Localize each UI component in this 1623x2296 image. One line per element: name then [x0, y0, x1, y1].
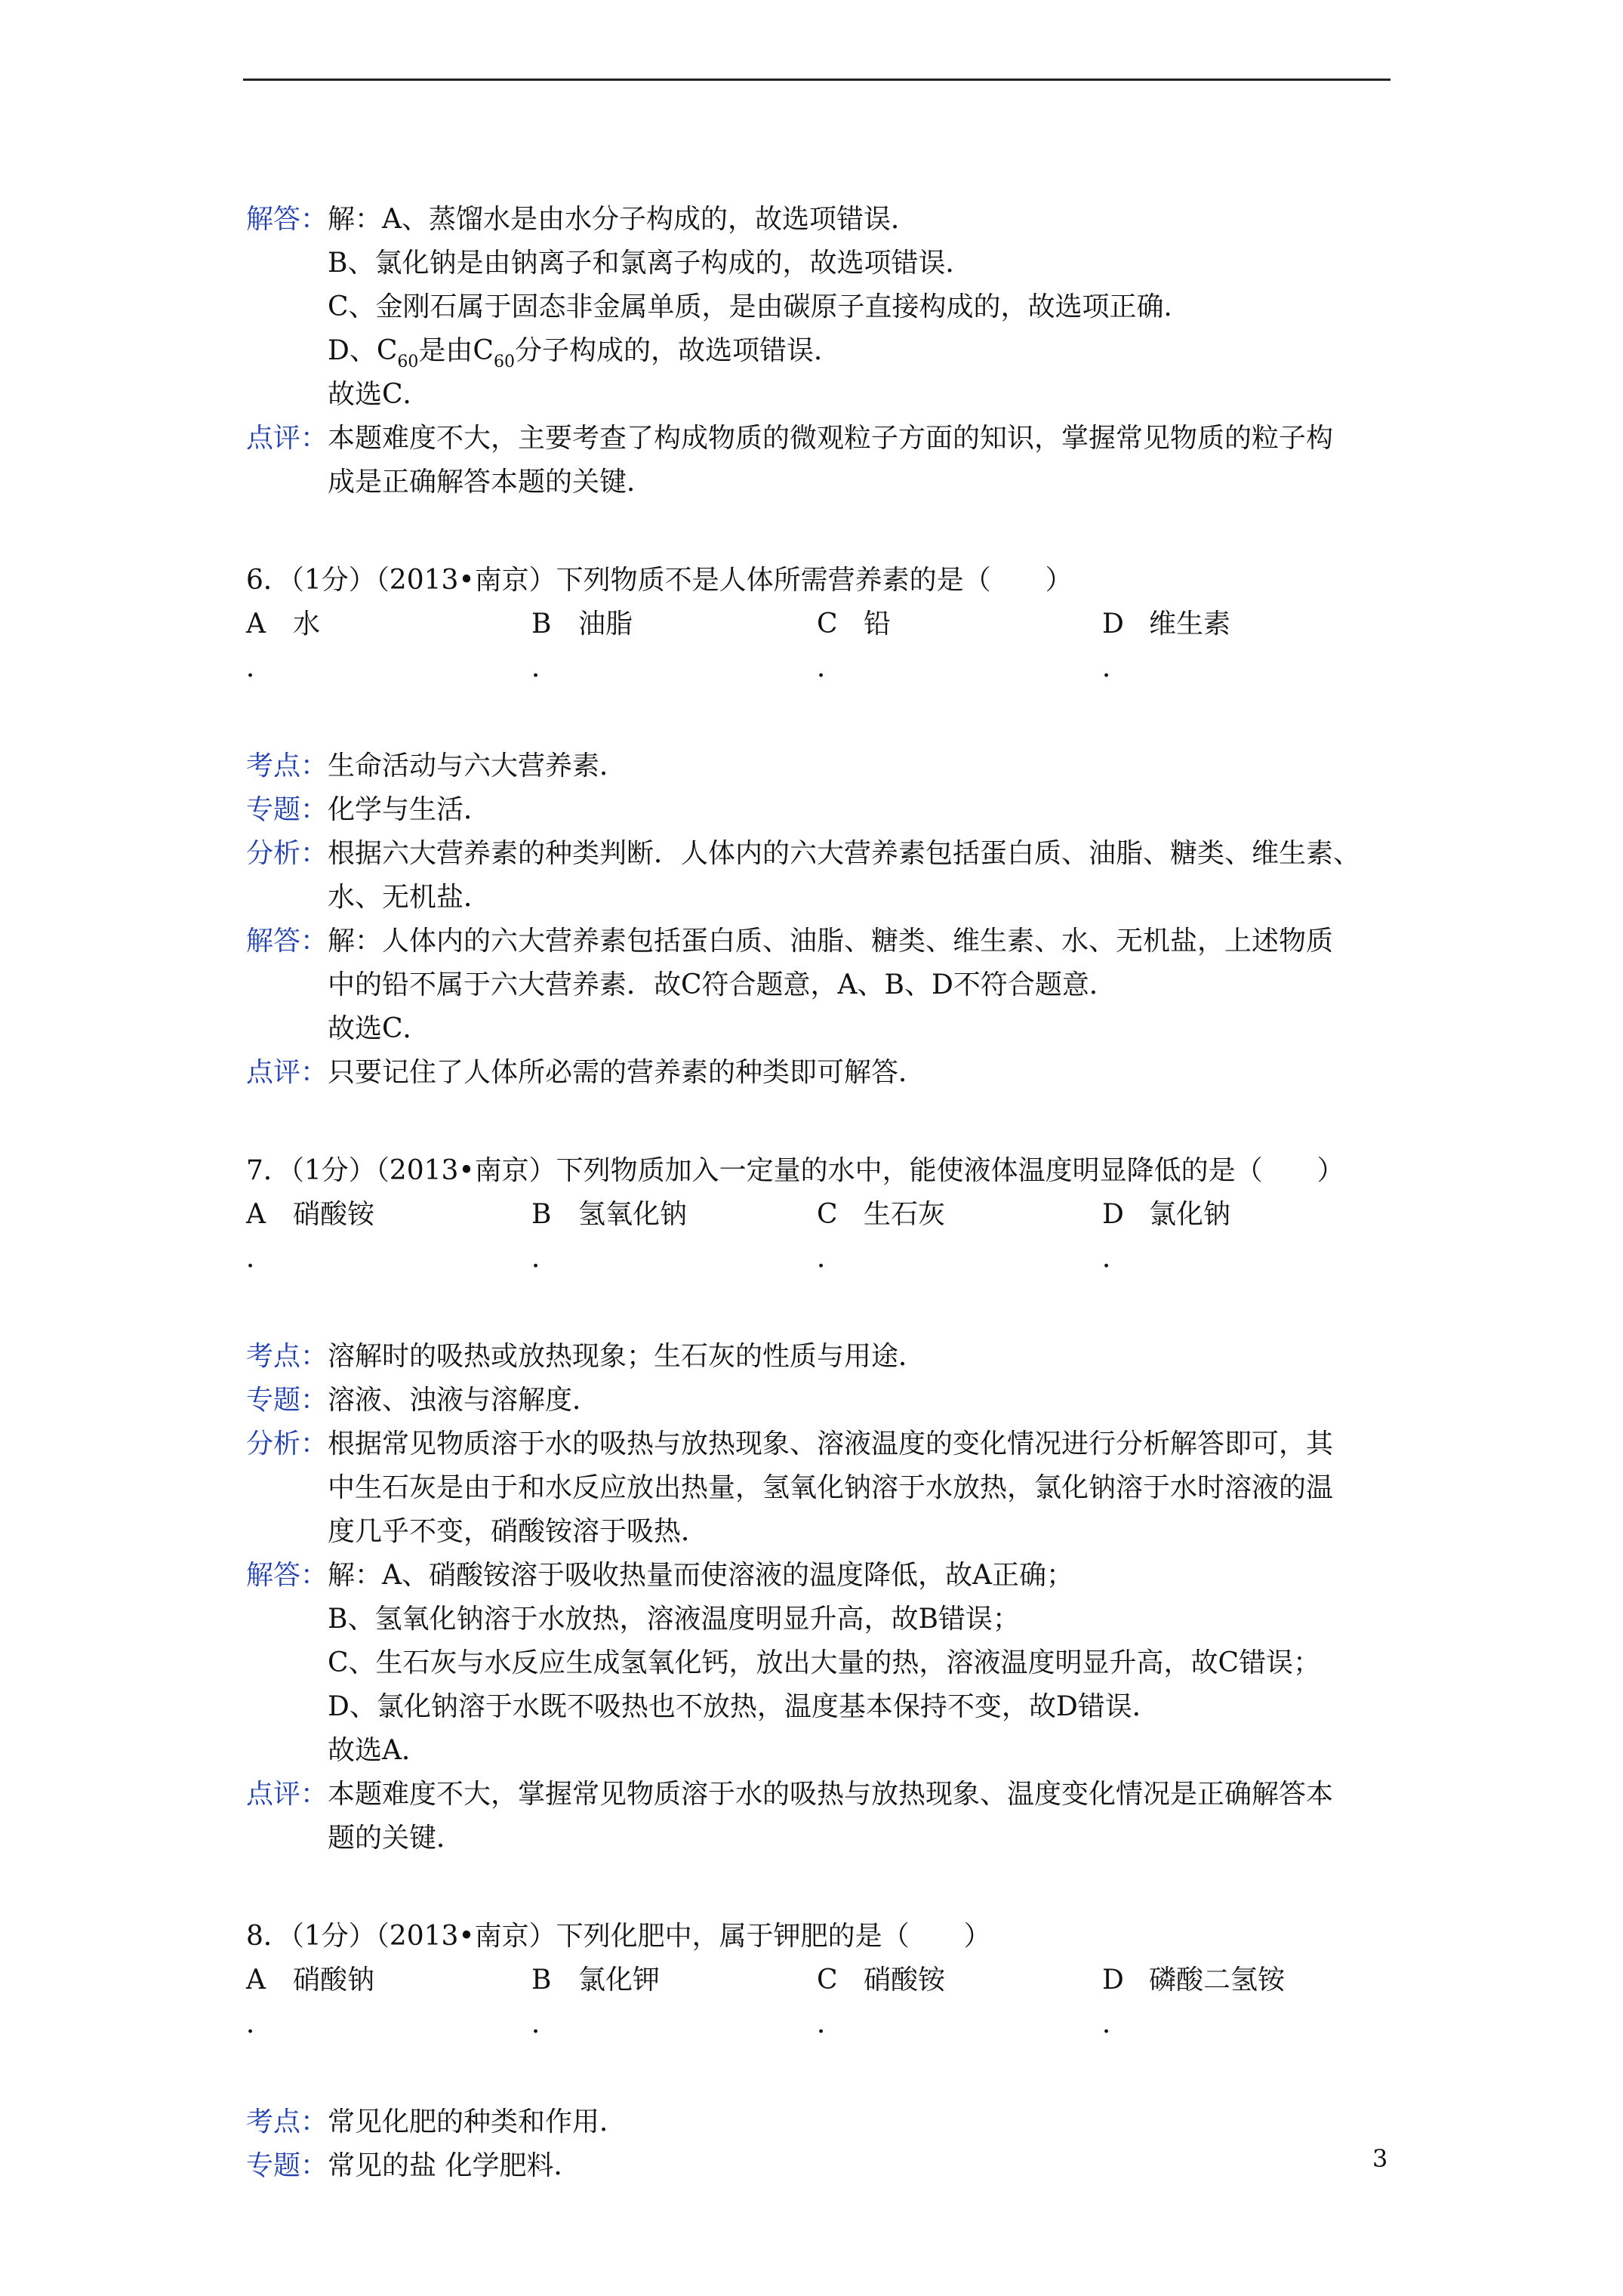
q7-analysis-line-3: 度几乎不变，硝酸铵溶于吸热．	[328, 1516, 709, 1547]
q5-answer-line-2: B、氯化钠是由钠离子和氯离子构成的，故选项错误．	[328, 248, 973, 279]
q7-answer-conclusion: 故选A．	[328, 1735, 429, 1766]
page-content	[246, 198, 1394, 2188]
q5-answer-line-4: D、$C_{60}$是由$C_{60}$分子构成的，故选项错误．	[328, 335, 841, 371]
q6-analysis-line-2: 水、无机盐．	[328, 882, 491, 913]
q7-option-d: D 氯化钠	[1102, 1199, 1231, 1230]
q6-answer-conclusion: 故选C．	[328, 1013, 430, 1044]
q5-answer-conclusion: 故选C．	[328, 379, 430, 410]
q7-options	[246, 1193, 1394, 1237]
q5-comment-line-2: 成是正确解答本题的关键．	[328, 467, 654, 498]
q5-answer-line-1: 解答：解：A、蒸馏水是由水分子构成的，故选项错误．	[246, 204, 919, 235]
comment-label: 点评：	[246, 423, 328, 454]
q6-stem: 6．（1分）（2013•南京）下列物质不是人体所需营养素的是（ ）	[246, 565, 1073, 596]
q7-comment-line-1: 点评：本题难度不大，掌握常见物质溶于水的吸热与放热现象、温度变化情况是正确解答本	[246, 1779, 1334, 1810]
q8-option-d: D 磷酸二氢铵	[1102, 1965, 1286, 1996]
q7-answer-line-2: B、氢氧化钠溶于水放热，溶液温度明显升高，故B错误；	[328, 1604, 1020, 1635]
q7-comment-line-2: 题的关键．	[328, 1823, 464, 1854]
q8-option-a: A 硝酸钠	[246, 1965, 375, 1996]
q7-analysis-line-2: 中生石灰是由于和水反应放出热量，氢氧化钠溶于水放热，氯化钠溶于水时溶液的温	[328, 1472, 1334, 1503]
q7-option-a: A 硝酸铵	[246, 1199, 375, 1230]
q6-option-c: C 铅	[817, 609, 892, 639]
q6-options	[246, 603, 1394, 646]
q8-option-b: B 氯化钾	[531, 1965, 661, 1996]
q6-option-b: B 油脂	[531, 609, 633, 639]
q6-comment: 点评：只要记住了人体所必需的营养素的种类即可解答．	[246, 1057, 926, 1088]
q7-option-c: C 生石灰	[817, 1199, 946, 1230]
page-number: 3	[1372, 2144, 1388, 2173]
q7-option-b: B 氢氧化钠	[531, 1199, 688, 1230]
q7-zhuanti: 专题：溶液、浊液与溶解度．	[246, 1385, 600, 1416]
q5-answer-line-3: C、金刚石属于固态非金属单质，是由碳原子直接构成的，故选项正确．	[328, 291, 1191, 322]
q8-option-dots: ． ． ． ．	[246, 2008, 1130, 2039]
q6-zhuanti: 专题：化学与生活．	[246, 794, 491, 825]
q6-option-dots: ． ． ． ．	[246, 652, 1130, 683]
q7-option-dots: ． ． ． ．	[246, 1243, 1130, 1274]
q8-stem: 8．（1分）（2013•南京）下列化肥中，属于钾肥的是（ ）	[246, 1921, 991, 1952]
q7-answer-line-1: 解答：解：A、硝酸铵溶于吸收热量而使溶液的温度降低，故A正确；	[246, 1560, 1074, 1591]
q7-kaodian: 考点：溶解时的吸热或放热现象；生石灰的性质与用途．	[246, 1341, 926, 1372]
q6-option-d: D 维生素	[1102, 609, 1231, 639]
q6-answer-line-1: 解答：解：人体内的六大营养素包括蛋白质、油脂、糖类、维生素、水、无机盐，上述物质	[246, 926, 1334, 957]
header-rule	[243, 79, 1390, 81]
q7-analysis-line-1: 分析：根据常见物质溶于水的吸热与放热现象、溶液温度的变化情况进行分析解答即可，其	[246, 1428, 1334, 1459]
q8-option-c: C 硝酸铵	[817, 1965, 946, 1996]
q7-answer-line-3: C、生石灰与水反应生成氢氧化钙，放出大量的热，溶液温度明显升高，故C错误；	[328, 1647, 1321, 1678]
q8-options	[246, 1959, 1394, 2002]
q7-stem: 7．（1分）（2013•南京）下列物质加入一定量的水中，能使液体温度明显降低的是（ ）	[246, 1155, 1344, 1186]
answer-label: 解答：	[246, 204, 328, 235]
q8-zhuanti: 专题：常见的盐 化学肥料．	[246, 2150, 581, 2181]
q6-analysis-line-1: 分析：根据六大营养素的种类判断．人体内的六大营养素包括蛋白质、油脂、糖类、维生素、	[246, 838, 1361, 869]
q6-answer-line-2: 中的铅不属于六大营养素．故C符合题意，A、B、D不符合题意．	[328, 969, 1116, 1000]
q6-kaodian: 考点：生命活动与六大营养素．	[246, 750, 627, 781]
q5-comment-line-1: 点评：本题难度不大，主要考查了构成物质的微观粒子方面的知识，掌握常见物质的粒子构	[246, 423, 1334, 454]
q8-kaodian: 考点：常见化肥的种类和作用．	[246, 2106, 627, 2137]
q7-answer-line-4: D、氯化钠溶于水既不吸热也不放热，温度基本保持不变，故D错误．	[328, 1691, 1160, 1722]
q6-option-a: A 水	[246, 609, 321, 639]
